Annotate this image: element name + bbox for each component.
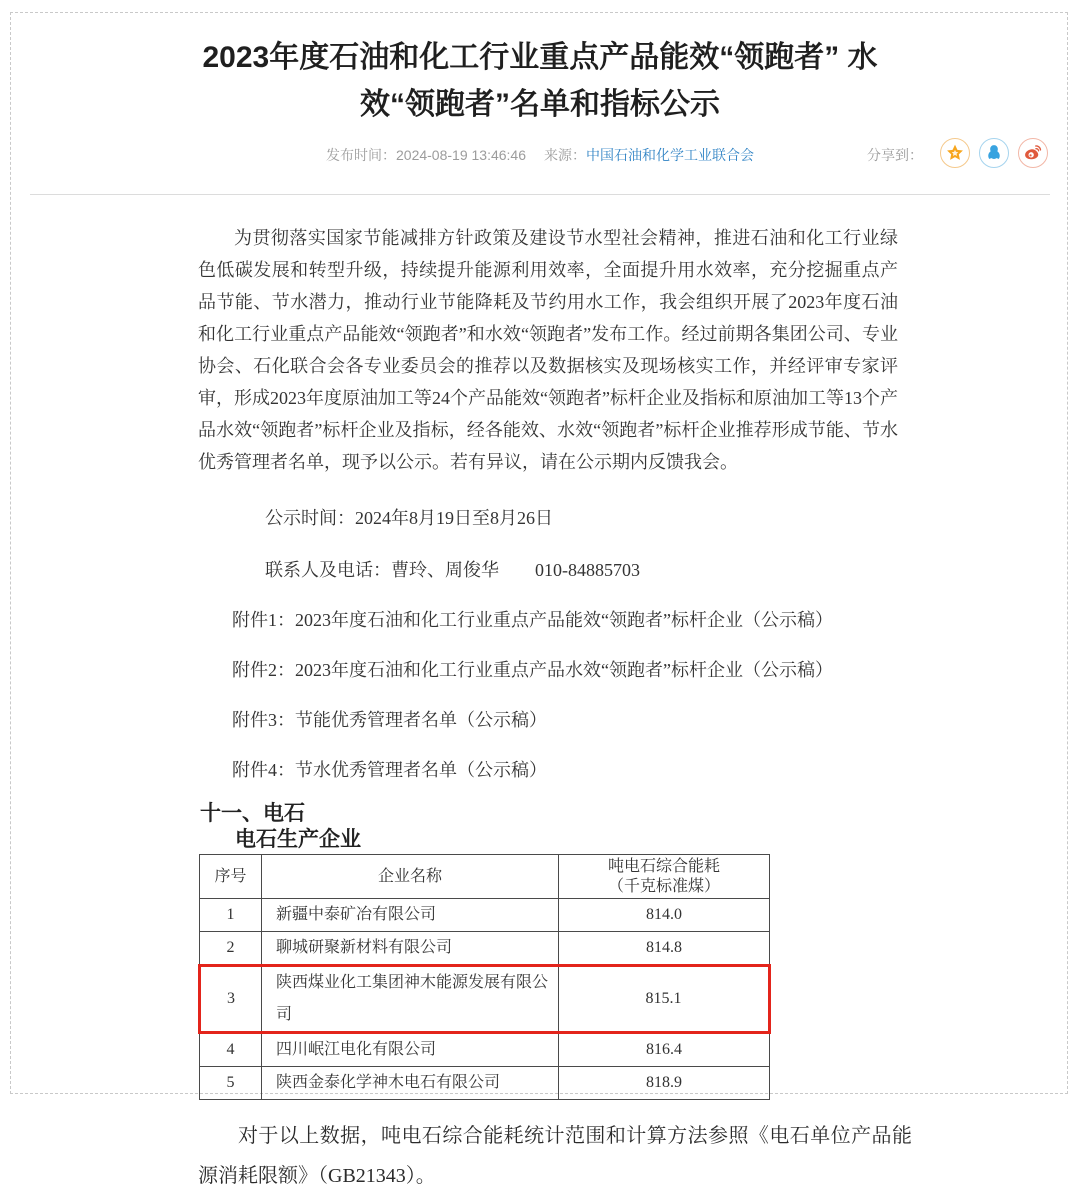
page-title-line2: 效“领跑者”名单和指标公示 xyxy=(360,88,720,121)
table-title: 电石生产企业 xyxy=(235,827,361,851)
attachment-2: 附件2：2023年度石油和化工行业重点产品水效“领跑者”标杆企业（公示稿） xyxy=(232,660,833,680)
table-row xyxy=(200,899,770,932)
share-bar xyxy=(867,138,1048,168)
company-name-cell: 新疆中泰矿冶有限公司 xyxy=(262,899,559,932)
row-index-cell: 1 xyxy=(200,899,262,932)
announcement-paragraph: 为贯彻落实国家节能减排方针政策及建设节水型社会精神，推进石油和化工行业绿色低碳发展和转型升级，持续提升能源利用效率，全面提升用水效率，充分挖掘重点产品节能、节水潜力，推动行业节能降耗及节约用水工作，我会组织开展了2023年度石油和化工行业重点产品能效“领跑者”和水效“领跑者”发布工作。经过前期各集团公司、专业协会、石化联合会各专业委员会的推荐以及数据核实及现场核实工作，并经评审专家评审，形成2023年度原油加工等24个产品能效“领跑者”标杆企业及指标和原油加工等13个产品水效“领跑者”标杆企业及指标，经各能效、水效“领跑者”标杆企业推荐形成节能、节水优秀管理者名单，现予以公示。若有异议，请在公示期内反馈我会。 xyxy=(198,228,898,472)
qzone-share-icon[interactable] xyxy=(940,138,970,168)
table-row-highlighted xyxy=(200,966,770,1033)
article-body xyxy=(198,222,912,1196)
company-name-cell: 四川岷江电化有限公司 xyxy=(262,1033,559,1067)
company-name-cell: 陕西金泰化学神木电石有限公司 xyxy=(262,1067,559,1100)
attachment-3: 附件3：节能优秀管理者名单（公示稿） xyxy=(232,710,547,730)
energy-value-cell: 818.9 xyxy=(559,1067,770,1100)
table-header-row xyxy=(200,855,770,899)
col-header-company: 企业名称 xyxy=(262,855,559,899)
weibo-share-icon[interactable] xyxy=(1018,138,1048,168)
table-row xyxy=(200,1067,770,1100)
col-header-energy: 吨电石综合能耗 （千克标准煤） xyxy=(559,855,770,899)
source-label: 来源： xyxy=(544,147,586,163)
table-row xyxy=(200,932,770,966)
energy-value-cell: 815.1 xyxy=(559,966,770,1033)
page-title xyxy=(60,34,1020,128)
carbide-energy-table xyxy=(198,854,771,1100)
qq-share-icon[interactable] xyxy=(979,138,1009,168)
col-header-no: 序号 xyxy=(200,855,262,899)
publish-time-value: 2024-08-19 13:46:46 xyxy=(396,147,526,163)
row-index-cell: 4 xyxy=(200,1033,262,1067)
publish-time-label: 发布时间： xyxy=(326,147,396,163)
table-row xyxy=(200,1033,770,1067)
attachment-4: 附件4：节水优秀管理者名单（公示稿） xyxy=(232,760,547,780)
source-link[interactable]: 中国石油和化学工业联合会 xyxy=(586,147,754,163)
page-title-line1: 2023年度石油和化工行业重点产品能效“领跑者” 水 xyxy=(202,41,878,74)
contact-line: 联系人及电话：曹玲、周俊华 010-84885703 xyxy=(265,560,640,580)
row-index-cell: 2 xyxy=(200,932,262,966)
energy-value-cell: 814.8 xyxy=(559,932,770,966)
row-index-cell: 5 xyxy=(200,1067,262,1100)
footer-note: 对于以上数据，吨电石综合能耗统计范围和计算方法参照《电石单位产品能源消耗限额》（GB21343）。 xyxy=(198,1125,912,1187)
attachment-1: 附件1：2023年度石油和化工行业重点产品能效“领跑者”标杆企业（公示稿） xyxy=(232,610,833,630)
meta-row xyxy=(0,138,1080,170)
energy-value-cell: 816.4 xyxy=(559,1033,770,1067)
company-name-cell: 聊城研聚新材料有限公司 xyxy=(262,932,559,966)
header-divider xyxy=(30,194,1050,195)
section-title-calcium-carbide: 十一、电石 xyxy=(200,801,305,825)
row-index-cell: 3 xyxy=(200,966,262,1033)
notice-period-line: 公示时间：2024年8月19日至8月26日 xyxy=(265,508,553,528)
energy-value-cell: 814.0 xyxy=(559,899,770,932)
company-name-cell: 陕西煤业化工集团神木能源发展有限公司 xyxy=(262,966,559,1033)
share-label: 分享到： xyxy=(867,147,923,163)
